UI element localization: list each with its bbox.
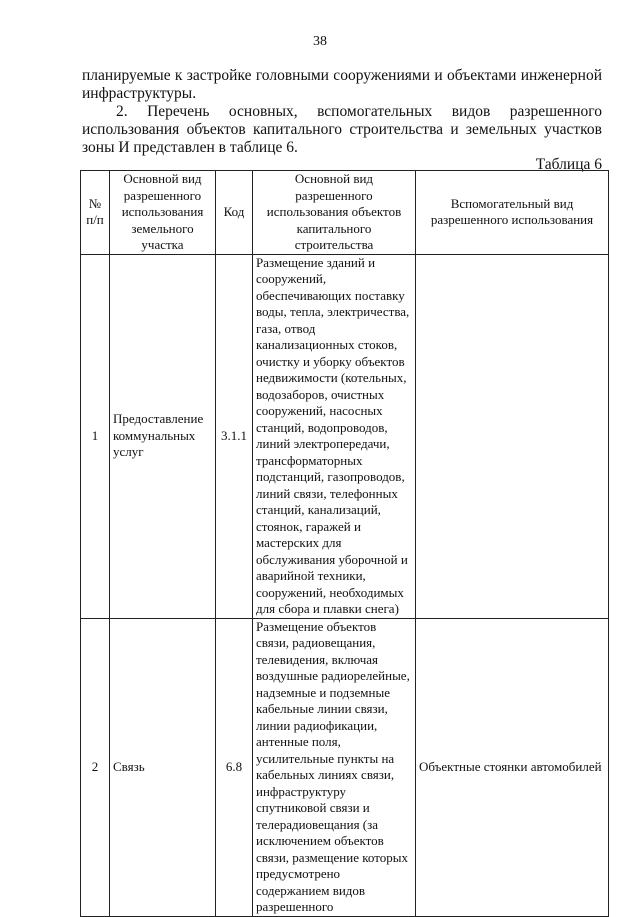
permitted-use-table: [80, 170, 609, 917]
header-code: Код: [216, 171, 253, 255]
row-building-use: Размещение зданий и сооружений, обеспечивающих поставку воды, тепла, электричества, газа, отвод канализационных стоков, очистку и уборку объектов недвижимости (котельных, водозаборов, очистных сооружений, насосных станций, водопроводов, линий электропередачи, трансформаторных подстанций, газопроводов, линий связи, телефонных станций, канализаций, стоянок, гаражей и мастерских для обслуживания уборочной и аварийной техники, сооружений, необходимых для сбора и плавки снега): [253, 254, 416, 618]
row-num: 2: [81, 618, 110, 916]
header-land-use: Основной вид разрешенного использования земельного участка: [110, 171, 216, 255]
table-row: [81, 618, 609, 916]
row-aux-use: [416, 254, 609, 618]
table-caption: Таблица 6: [535, 156, 602, 173]
row-land-use: Предоставление коммунальных услуг: [110, 254, 216, 618]
table-header-row: [81, 171, 609, 255]
paragraph-2-line-1: 2. Перечень основных, вспомогательных видов разрешенного: [116, 103, 602, 120]
paragraph-2-line-2: использования объектов капитального строительства и земельных участков: [82, 121, 602, 138]
row-code: 6.8: [216, 618, 253, 916]
paragraph-2: [82, 103, 602, 157]
row-aux-use: Объектные стоянки автомобилей: [416, 618, 609, 916]
paragraph-1: [82, 67, 602, 103]
header-aux-use: Вспомогательный вид разрешенного использования: [416, 171, 609, 255]
paragraph-1-line-2: инфраструктуры.: [82, 85, 197, 102]
row-building-use: Размещение объектов связи, радиовещания, телевидения, включая воздушные радиорелейные, надземные и подземные кабельные линии связи, линии радиофикации, антенные поля, усилительные пункты на кабельных линиях связи, инфраструктуру спутниковой связи и телерадиовещания (за исключением объектов связи, размещение которых предусмотрено содержанием видов разрешенного: [253, 618, 416, 916]
row-land-use: Связь: [110, 618, 216, 916]
page-number: 38: [313, 34, 327, 49]
row-code: 3.1.1: [216, 254, 253, 618]
header-building-use: Основной вид разрешенного использования объектов капитального строительства: [253, 171, 416, 255]
header-num: № п/п: [81, 171, 110, 255]
paragraph-1-line-1: планируемые к застройке головными сооружениями и объектами инженерной: [82, 67, 602, 84]
paragraph-2-line-3: зоны И представлен в таблице 6.: [82, 139, 298, 156]
row-num: 1: [81, 254, 110, 618]
table-row: [81, 254, 609, 618]
